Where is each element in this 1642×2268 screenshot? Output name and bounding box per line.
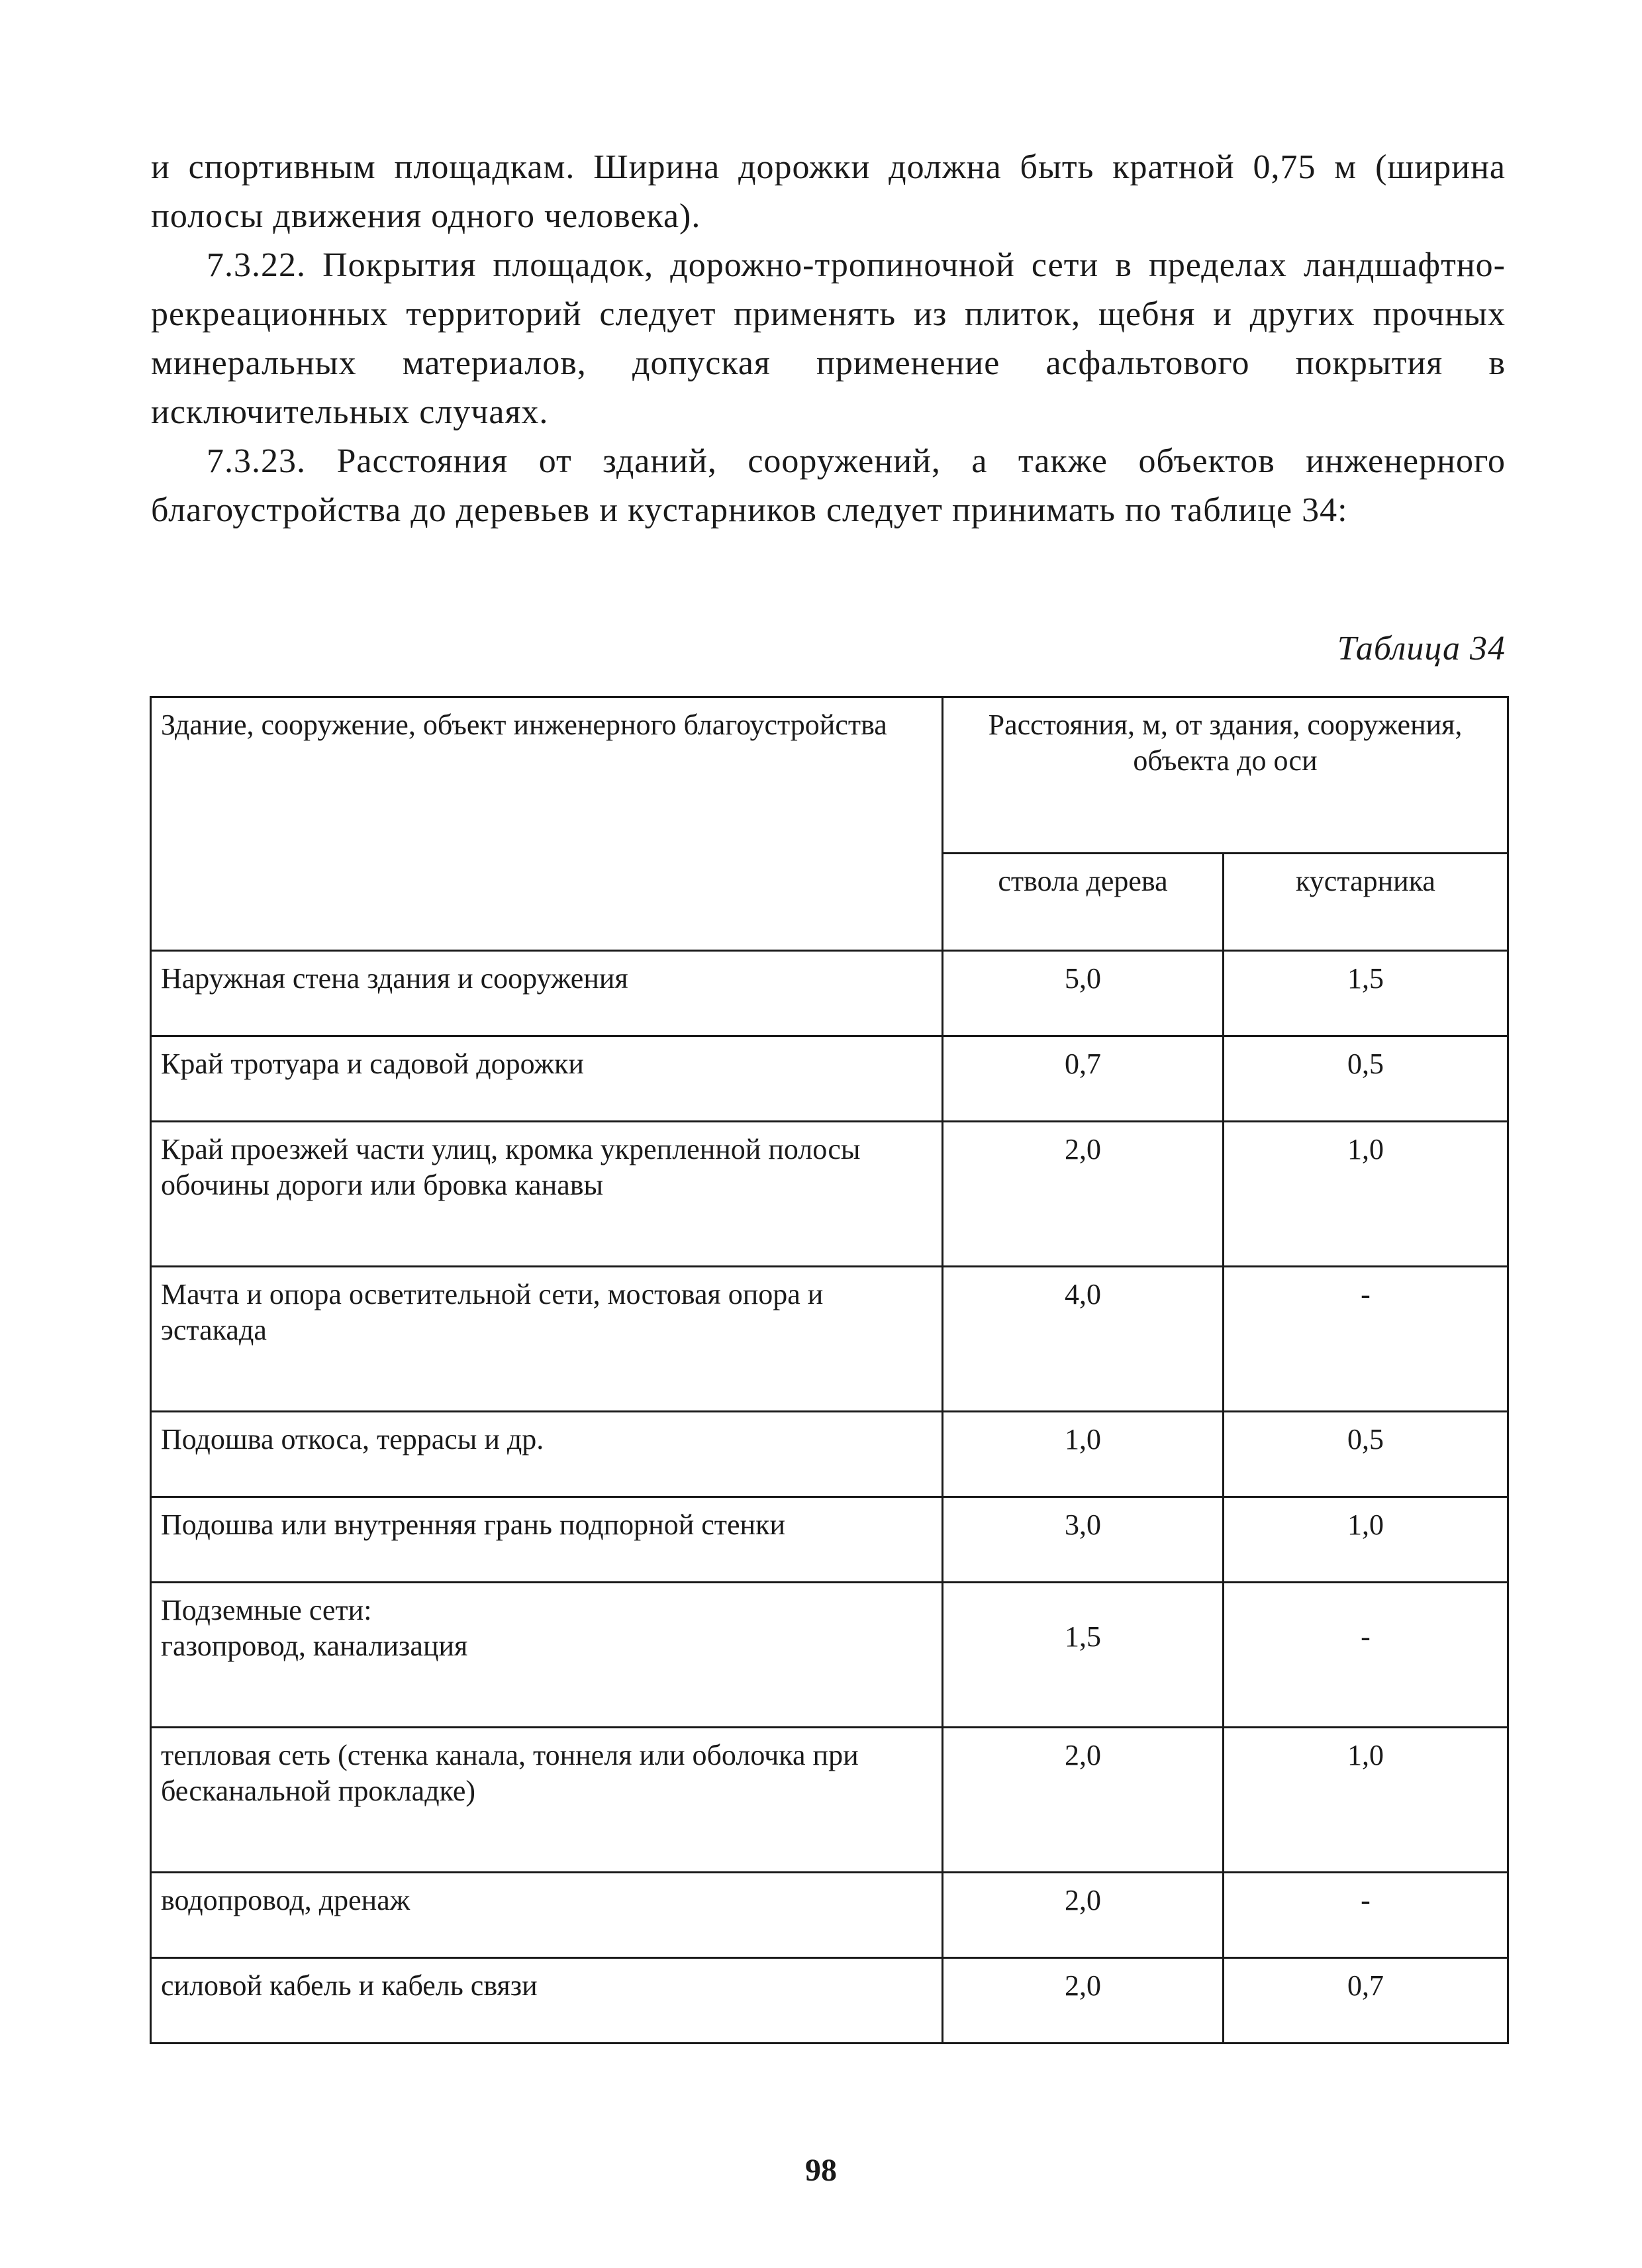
row-tree-distance: 2,0	[943, 1728, 1224, 1873]
paragraph-7-3-23: 7.3.23. Расстояния от зданий, сооружений, а также объектов инженерного благоустройства до деревьев и кустарников следует принимать по таблице 34:	[151, 442, 1506, 529]
row-tree-distance: 2,0	[943, 1958, 1224, 2044]
row-shrub-value: -	[1361, 1620, 1371, 1653]
row-shrub-distance	[1224, 1583, 1508, 1728]
row-object: Край тротуара и садовой дорожки	[151, 1036, 943, 1122]
row-tree-distance	[943, 1583, 1224, 1728]
row-tree-distance: 0,7	[943, 1036, 1224, 1122]
row-shrub-distance: -	[1224, 1873, 1508, 1958]
row-tree-distance: 2,0	[943, 1873, 1224, 1958]
table-row	[151, 1122, 1508, 1267]
row-object	[151, 1583, 943, 1728]
row-object: Наружная стена здания и сооружения	[151, 951, 943, 1036]
row-tree-distance: 2,0	[943, 1122, 1224, 1267]
row-object-heading: Подземные сети:	[161, 1594, 372, 1626]
row-object-subitem: газопровод, канализация	[161, 1630, 468, 1662]
page-number: 98	[805, 2153, 837, 2188]
row-object: Край проезжей части улиц, кромка укрепленной полосы обочины дороги или бровка канавы	[151, 1122, 943, 1267]
table-row	[151, 1036, 1508, 1122]
table-row	[151, 1497, 1508, 1583]
table-row	[151, 1267, 1508, 1412]
row-tree-value: 1,5	[1065, 1620, 1101, 1653]
table-row	[151, 951, 1508, 1036]
row-shrub-distance: 1,0	[1224, 1122, 1508, 1267]
row-object: силовой кабель и кабель связи	[151, 1958, 943, 2044]
header-distance-group: Расстояния, м, от здания, сооружения, объекта до оси	[943, 697, 1508, 854]
row-object: тепловая сеть (стенка канала, тоннеля или оболочка при бесканальной прокладке)	[151, 1728, 943, 1873]
table-row	[151, 1583, 1508, 1728]
row-object: Подошва или внутренняя грань подпорной стенки	[151, 1497, 943, 1583]
distance-table	[150, 696, 1509, 2044]
paragraph-continuation: и спортивным площадкам. Ширина дорожки должна быть кратной 0,75 м (ширина полосы движения одного человека).	[151, 148, 1506, 235]
table-row	[151, 1728, 1508, 1873]
row-object: водопровод, дренаж	[151, 1873, 943, 1958]
row-shrub-distance: 0,5	[1224, 1412, 1508, 1497]
row-object: Мачта и опора осветительной сети, мостовая опора и эстакада	[151, 1267, 943, 1412]
body-text	[151, 143, 1506, 535]
header-shrub: кустарника	[1224, 854, 1508, 951]
row-tree-distance: 3,0	[943, 1497, 1224, 1583]
row-shrub-distance: 0,5	[1224, 1036, 1508, 1122]
row-shrub-distance: 0,7	[1224, 1958, 1508, 2044]
row-shrub-distance: 1,5	[1224, 951, 1508, 1036]
row-shrub-distance: 1,0	[1224, 1728, 1508, 1873]
row-tree-distance: 4,0	[943, 1267, 1224, 1412]
table-row	[151, 1873, 1508, 1958]
paragraph-7-3-22: 7.3.22. Покрытия площадок, дорожно-тропиночной сети в пределах ландшафтно-рекреационных территорий следует применять из плиток, щебня и других прочных минеральных материалов, допуская применение асфальтового покрытия в исключительных случаях.	[151, 246, 1506, 431]
row-shrub-distance: 1,0	[1224, 1497, 1508, 1583]
row-tree-distance: 1,0	[943, 1412, 1224, 1497]
table-caption: Таблица 34	[1337, 630, 1506, 667]
row-spacer	[953, 1593, 1213, 1619]
header-object: Здание, сооружение, объект инженерного благоустройства	[151, 697, 943, 951]
header-tree: ствола дерева	[943, 854, 1224, 951]
row-tree-distance: 5,0	[943, 951, 1224, 1036]
row-shrub-distance: -	[1224, 1267, 1508, 1412]
row-object: Подошва откоса, террасы и др.	[151, 1412, 943, 1497]
table-row	[151, 1958, 1508, 2044]
table-row	[151, 1412, 1508, 1497]
row-spacer	[1233, 1593, 1498, 1619]
